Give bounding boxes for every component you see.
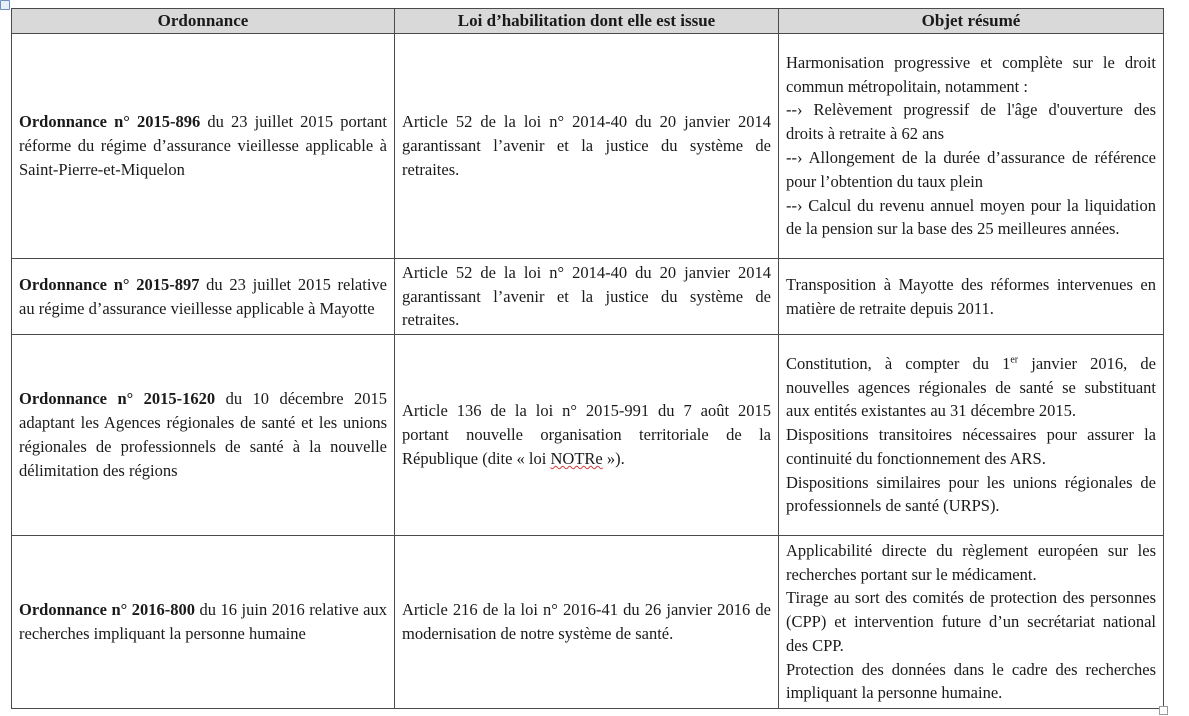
- objet-line: Harmonisation progressive et complète sur le droit commun métropolitain, notamment :: [786, 52, 1156, 96]
- table-row: [12, 536, 1164, 709]
- table-row: [12, 335, 1164, 536]
- table-move-handle[interactable]: [0, 0, 10, 10]
- ordonnance-id: Ordonnance n° 2016-800: [19, 600, 196, 620]
- objet-line: --› Calcul du revenu annuel moyen pour la liquidation de la pension sur la base des 25 meilleures années.: [786, 195, 1156, 239]
- ordonnance-id: Ordonnance n° 2015-1620: [19, 389, 216, 409]
- ordonnance-description: du 16 juin 2016 relative aux recherches impliquant la personne humaine: [19, 600, 387, 643]
- header-row: [12, 9, 1164, 34]
- objet-line: --› Allongement de la durée d’assurance de référence pour l’obtention du taux plein: [786, 148, 1156, 191]
- objet-line: Protection des données dans le cadre des recherches impliquant la personne humaine.: [786, 659, 1156, 703]
- loi-text-end: »).: [602, 448, 625, 468]
- objet-line: Applicabilité directe du règlement européen sur les recherches portant sur le médicament.: [786, 540, 1156, 584]
- table-resize-handle[interactable]: [1159, 706, 1168, 715]
- objet-line: Transposition à Mayotte des réformes intervenues en matière de retraite depuis 2011.: [786, 274, 1156, 318]
- cell-ordonnance: [12, 259, 395, 335]
- objet-line: Dispositions similaires pour les unions régionales de professionnels de santé (URPS).: [786, 472, 1156, 516]
- objet-line: [786, 352, 1156, 423]
- cell-loi: Article 52 de la loi n° 2014-40 du 20 janvier 2014 garantissant l’avenir et la justice du système de retraites.: [395, 259, 779, 335]
- spellcheck-marked-word[interactable]: NOTRe: [550, 448, 603, 468]
- cell-loi: Article 216 de la loi n° 2016-41 du 26 janvier 2016 de modernisation de notre système de santé.: [395, 536, 779, 709]
- ordinal-superscript: er: [1010, 354, 1019, 366]
- ordonnance-description: du 23 juillet 2015 portant réforme du régime d’assurance vieillesse applicable à Saint-Pierre-et-Miquelon: [19, 112, 388, 179]
- cell-loi: Article 52 de la loi n° 2014-40 du 20 janvier 2014 garantissant l’avenir et la justice du système de retraites.: [395, 34, 779, 259]
- cell-ordonnance: [12, 34, 395, 259]
- header-ordonnance: Ordonnance: [12, 9, 395, 34]
- cell-objet: [779, 34, 1164, 259]
- loi-text: Article 136 de la loi n° 2015-991 du 7 août 2015 portant nouvelle organisation territoriale de la République (dite « loi: [402, 401, 771, 468]
- table-row: [12, 34, 1164, 259]
- objet-text: janvier 2016, de nouvelles agences régionales de santé se substituant aux entités existantes au 31 décembre 2015.: [786, 353, 1156, 421]
- cell-ordonnance: [12, 536, 395, 709]
- objet-line: Tirage au sort des comités de protection des personnes (CPP) et intervention future d’un secrétariat national des CPP.: [786, 588, 1156, 655]
- header-objet-resume: Objet résumé: [779, 9, 1164, 34]
- cell-ordonnance: [12, 335, 395, 536]
- cell-objet: [779, 259, 1164, 335]
- cell-loi: [395, 335, 779, 536]
- header-loi-habilitation: Loi d’habilitation dont elle est issue: [395, 9, 779, 34]
- ordonnances-table: [11, 8, 1164, 709]
- ordonnance-id: Ordonnance n° 2015-897: [19, 274, 200, 294]
- ordonnance-description: du 23 juillet 2015 relative au régime d’assurance vieillesse applicable à Mayotte: [19, 274, 388, 318]
- cell-objet: [779, 536, 1164, 709]
- objet-text: Constitution, à compter du 1: [786, 353, 1011, 373]
- objet-line: --› Relèvement progressif de l'âge d'ouverture des droits à retraite à 62 ans: [786, 100, 1156, 144]
- ordonnance-id: Ordonnance n° 2015-896: [19, 112, 201, 132]
- objet-line: Dispositions transitoires nécessaires pour assurer la continuité du fonctionnement des ARS.: [786, 425, 1156, 468]
- ordonnance-description: du 10 décembre 2015 adaptant les Agences régionales de santé et les unions régionales de professionnels de santé à la nouvelle délimitation des régions: [19, 389, 388, 480]
- table-row: [12, 259, 1164, 335]
- cell-objet: [779, 335, 1164, 536]
